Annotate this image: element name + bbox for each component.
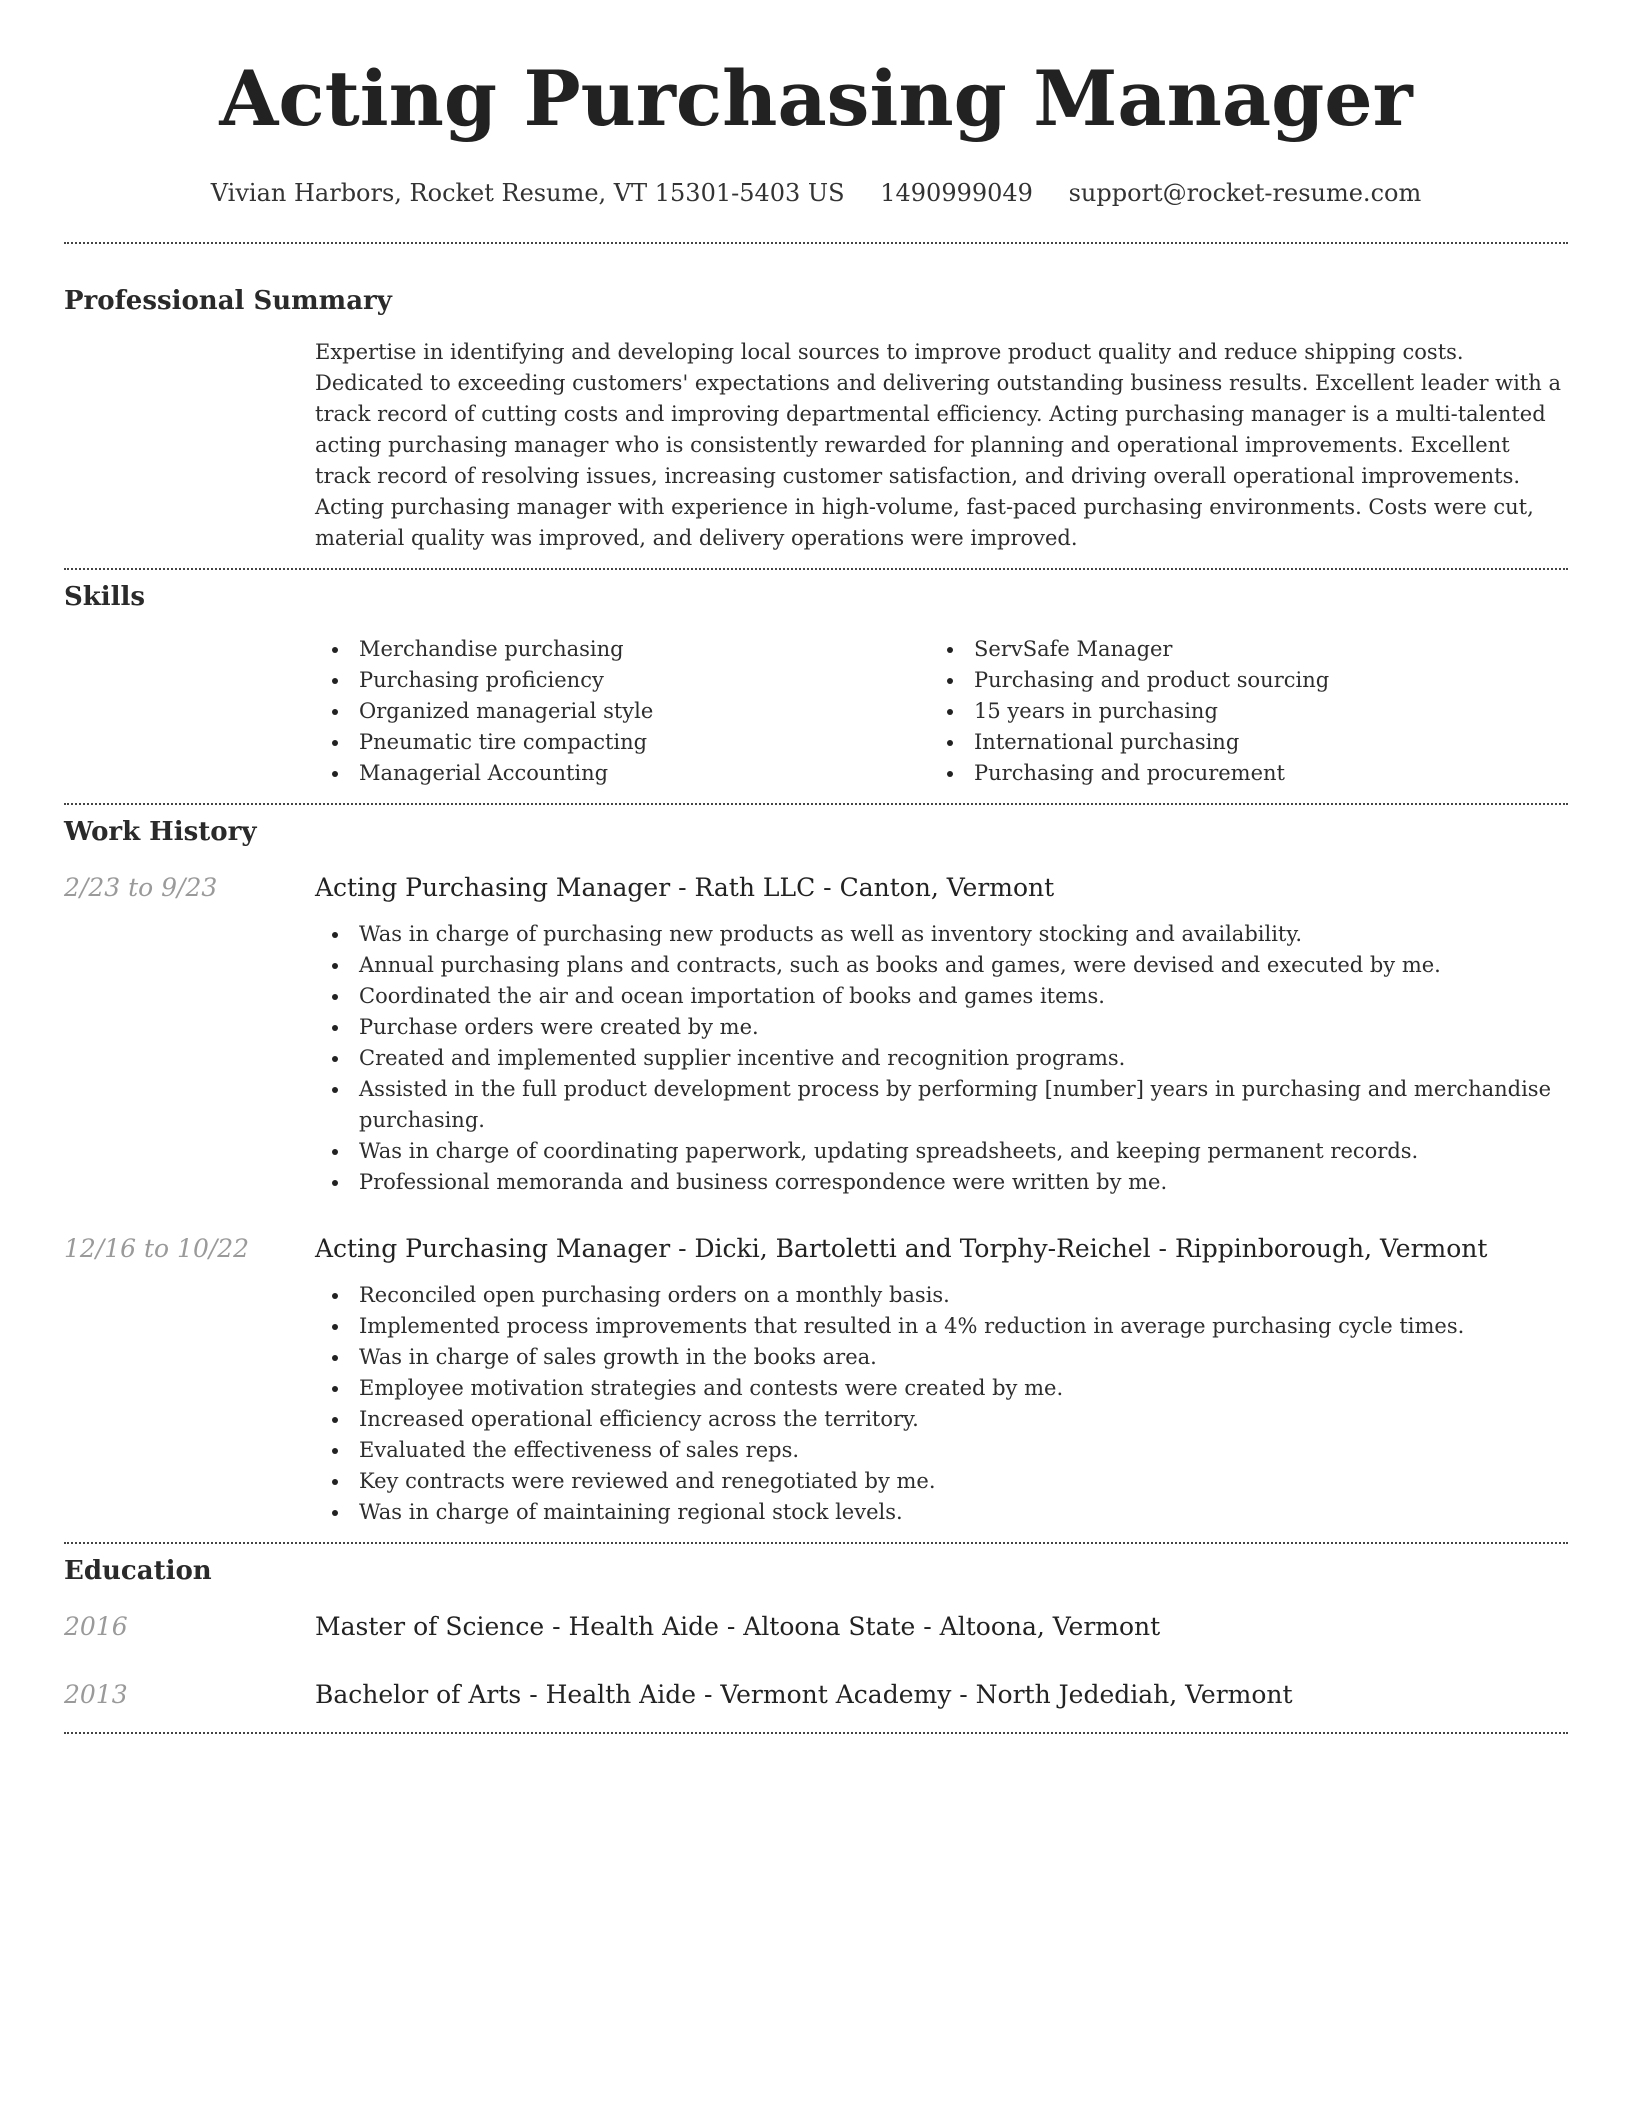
job-bullets xyxy=(315,1280,1568,1528)
job-bullet: Created and implemented supplier incentive and recognition programs. xyxy=(315,1043,1568,1074)
job-dates: 12/16 to 10/22 xyxy=(64,1234,250,1263)
contact-phone: 1490999049 xyxy=(880,179,1033,207)
education-year: 2013 xyxy=(64,1680,128,1709)
education-entry xyxy=(64,1610,1568,1644)
education-degree: Bachelor of Arts - Health Aide - Vermont Academy - North Jedediah, Vermont xyxy=(315,1680,1293,1709)
education-heading: Education xyxy=(64,1556,212,1586)
job-entry xyxy=(64,871,1568,1198)
divider xyxy=(64,568,1568,570)
job-bullets xyxy=(315,919,1568,1198)
job-bullet: Employee motivation strategies and contests were created by me. xyxy=(315,1373,1568,1404)
job-header xyxy=(64,871,1568,905)
work-section xyxy=(64,815,1568,1528)
skills-section xyxy=(64,580,1568,789)
summary-text: Expertise in identifying and developing local sources to improve product quality and reduce shipping costs. Dedicated to exceeding customers' expectations and delivering outstanding business results. Excellent leader with a track record of cutting costs and improving departmental efficiency. Acting purchasing manager is a multi-talented acting purchasing manager who is consistently rewarded for planning and operational improvements. Excellent track record of resolving issues, increasing customer satisfaction, and driving overall operational improvements. Acting purchasing manager with experience in high-volume, fast-paced purchasing environments. Costs were cut, material quality was improved, and delivery operations were improved. xyxy=(315,340,1562,550)
skills-column-right xyxy=(930,634,1545,789)
skill-item: Purchasing proficiency xyxy=(315,665,930,696)
skill-item: Organized managerial style xyxy=(315,696,930,727)
resume-page xyxy=(64,0,1568,1734)
skill-item: Purchasing and product sourcing xyxy=(930,665,1545,696)
skill-item: Purchasing and procurement xyxy=(930,758,1545,789)
job-bullet: Was in charge of maintaining regional stock levels. xyxy=(315,1497,1568,1528)
skills-grid xyxy=(315,634,1568,789)
summary-heading: Professional Summary xyxy=(64,286,392,316)
skill-item: Merchandise purchasing xyxy=(315,634,930,665)
job-bullet: Assisted in the full product development process by performing [number] years in purchasing and merchandise purchasing. xyxy=(315,1074,1568,1136)
job-bullet: Professional memoranda and business correspondence were written by me. xyxy=(315,1167,1568,1198)
education-year: 2016 xyxy=(64,1612,128,1641)
job-bullet: Reconciled open purchasing orders on a monthly basis. xyxy=(315,1280,1568,1311)
divider xyxy=(64,1542,1568,1544)
skills-column-left xyxy=(315,634,930,789)
job-bullet: Implemented process improvements that resulted in a 4% reduction in average purchasing cycle times. xyxy=(315,1311,1568,1342)
job-bullet: Annual purchasing plans and contracts, such as books and games, were devised and executed by me. xyxy=(315,950,1568,981)
skills-heading: Skills xyxy=(64,582,146,612)
resume-title: Acting Purchasing Manager xyxy=(219,54,1413,143)
job-title: Acting Purchasing Manager - Rath LLC - Canton, Vermont xyxy=(315,873,1055,902)
divider xyxy=(64,1732,1568,1734)
skill-item: International purchasing xyxy=(930,727,1545,758)
education-entry xyxy=(64,1678,1568,1712)
education-degree: Master of Science - Health Aide - Altoona State - Altoona, Vermont xyxy=(315,1612,1161,1641)
divider xyxy=(64,242,1568,244)
job-title: Acting Purchasing Manager - Dicki, Bartoletti and Torphy-Reichel - Rippinborough, Vermont xyxy=(315,1234,1488,1263)
job-entry xyxy=(64,1232,1568,1528)
skill-item: 15 years in purchasing xyxy=(930,696,1545,727)
skill-item: Pneumatic tire compacting xyxy=(315,727,930,758)
job-bullet: Coordinated the air and ocean importation of books and games items. xyxy=(315,981,1568,1012)
work-heading: Work History xyxy=(64,817,257,847)
job-bullet: Evaluated the effectiveness of sales reps. xyxy=(315,1435,1568,1466)
job-bullet: Was in charge of coordinating paperwork, updating spreadsheets, and keeping permanent records. xyxy=(315,1136,1568,1167)
contact-address: Vivian Harbors, Rocket Resume, VT 15301-5403 US xyxy=(210,179,845,207)
job-bullet: Purchase orders were created by me. xyxy=(315,1012,1568,1043)
job-bullet: Was in charge of sales growth in the books area. xyxy=(315,1342,1568,1373)
job-bullet: Was in charge of purchasing new products as well as inventory stocking and availability. xyxy=(315,919,1568,950)
skill-item: ServSafe Manager xyxy=(930,634,1545,665)
job-header xyxy=(64,1232,1568,1266)
job-dates: 2/23 to 9/23 xyxy=(64,873,218,902)
skill-item: Managerial Accounting xyxy=(315,758,930,789)
divider xyxy=(64,803,1568,805)
contact-email: support@rocket-resume.com xyxy=(1068,179,1422,207)
job-bullet: Increased operational efficiency across the territory. xyxy=(315,1404,1568,1435)
education-section xyxy=(64,1554,1568,1712)
job-bullet: Key contracts were reviewed and renegotiated by me. xyxy=(315,1466,1568,1497)
summary-section xyxy=(64,284,1568,554)
contact-line xyxy=(64,176,1568,210)
